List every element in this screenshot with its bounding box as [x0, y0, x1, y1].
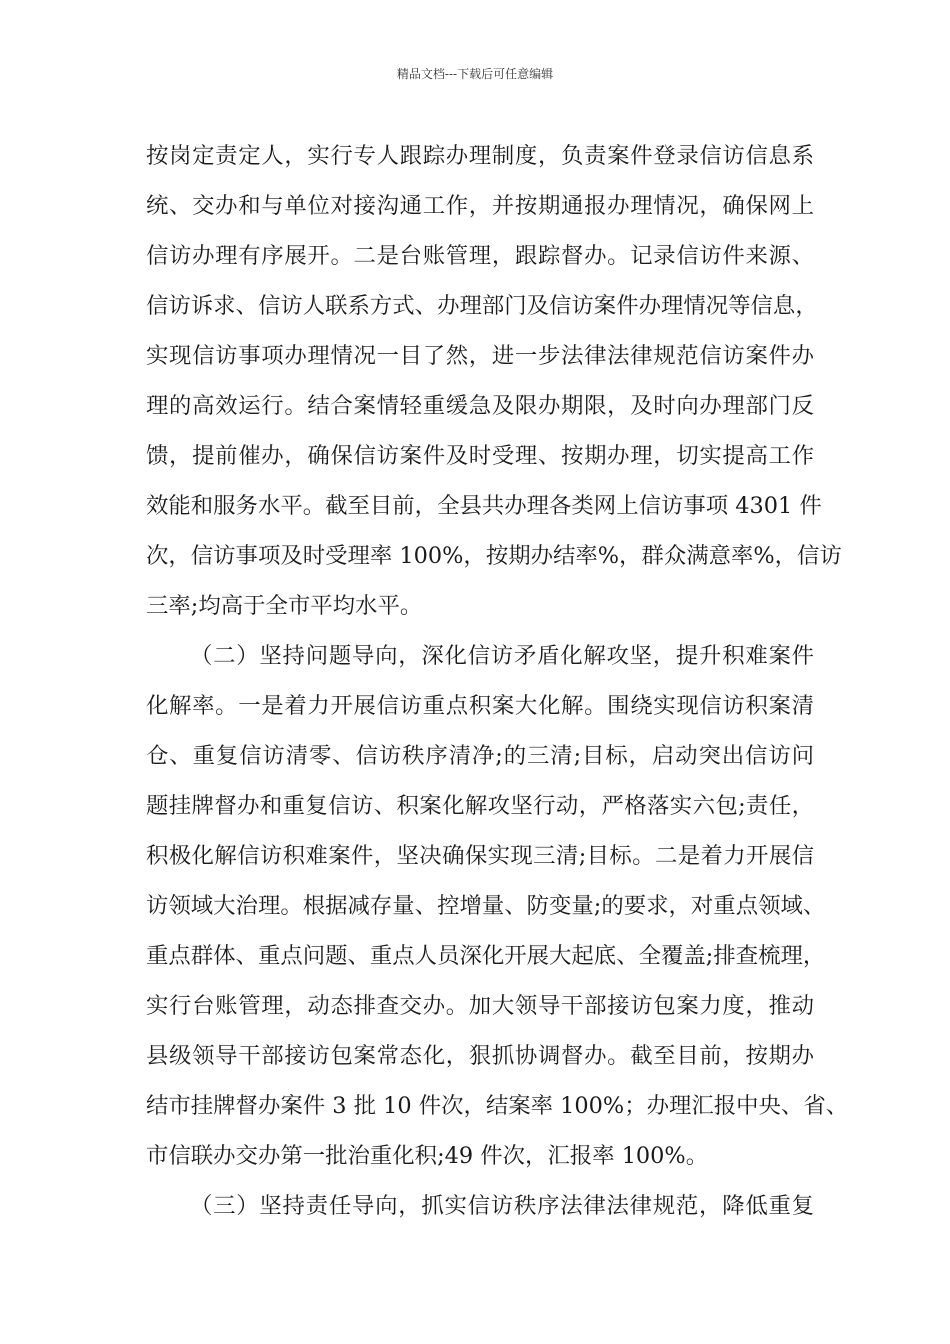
document-body [146, 131, 849, 1231]
text-line: 仓、重复信访清零、信访秩序清净;的三清;目标，启动突出信访问 [146, 743, 814, 769]
text-line: 信访诉求、信访人联系方式、办理部门及信访案件办理情况等信息， [146, 293, 818, 319]
section-heading-line: （三）坚持责任导向，抓实信访秩序法律法律规范，降低重复 [190, 1193, 814, 1219]
text-line: 县级领导干部接访包案常态化，狠抓协调督办。截至目前，按期办 [146, 1043, 814, 1069]
text-line: 访领域大治理。根据减存量、控增量、防变量;的要求，对重点领域、 [146, 893, 826, 919]
text-line: 题挂牌督办和重复信访、积案化解攻坚行动，严格落实六包;责任， [146, 793, 814, 819]
text-line: 化解率。一是着力开展信访重点积案大化解。围绕实现信访积案清 [146, 693, 814, 719]
text-line: 次，信访事项及时受理率 100%，按期办结率%，群众满意率%，信访 [146, 543, 842, 569]
text-line: 实行台账管理，动态排查交办。加大领导干部接访包案力度，推动 [146, 993, 814, 1019]
text-line: 实现信访事项办理情况一目了然，进一步法律法律规范信访案件办 [146, 343, 814, 369]
text-line: 效能和服务水平。截至目前，全县共办理各类网上信访事项 4301 件 [146, 493, 822, 519]
section-heading-line: （二）坚持问题导向，深化信访矛盾化解攻坚，提升积难案件 [190, 643, 814, 669]
page-header: 精品文档---下载后可任意编辑 [396, 67, 554, 81]
text-line: 结市挂牌督办案件 3 批 10 件次，结案率 100%；办理汇报中央、省、 [146, 1093, 849, 1119]
text-line: 理的高效运行。结合案情轻重缓急及限办期限，及时向办理部门反 [146, 393, 814, 419]
text-line: 市信联办交办第一批治重化积;49 件次，汇报率 100%。 [146, 1143, 709, 1169]
text-line: 重点群体、重点问题、重点人员深化开展大起底、全覆盖;排查梳理， [146, 943, 826, 969]
text-line: 统、交办和与单位对接沟通工作，并按期通报办理情况，确保网上 [146, 193, 814, 219]
text-line: 三率;均高于全市平均水平。 [146, 593, 423, 619]
text-line: 信访办理有序展开。二是台账管理，跟踪督办。记录信访件来源、 [146, 243, 814, 269]
text-line: 按岗定责定人，实行专人跟踪办理制度，负责案件登录信访信息系 [146, 143, 814, 169]
text-line: 馈，提前催办，确保信访案件及时受理、按期办理，切实提高工作 [146, 443, 814, 469]
text-line: 积极化解信访积难案件，坚决确保实现三清;目标。二是着力开展信 [146, 843, 814, 869]
